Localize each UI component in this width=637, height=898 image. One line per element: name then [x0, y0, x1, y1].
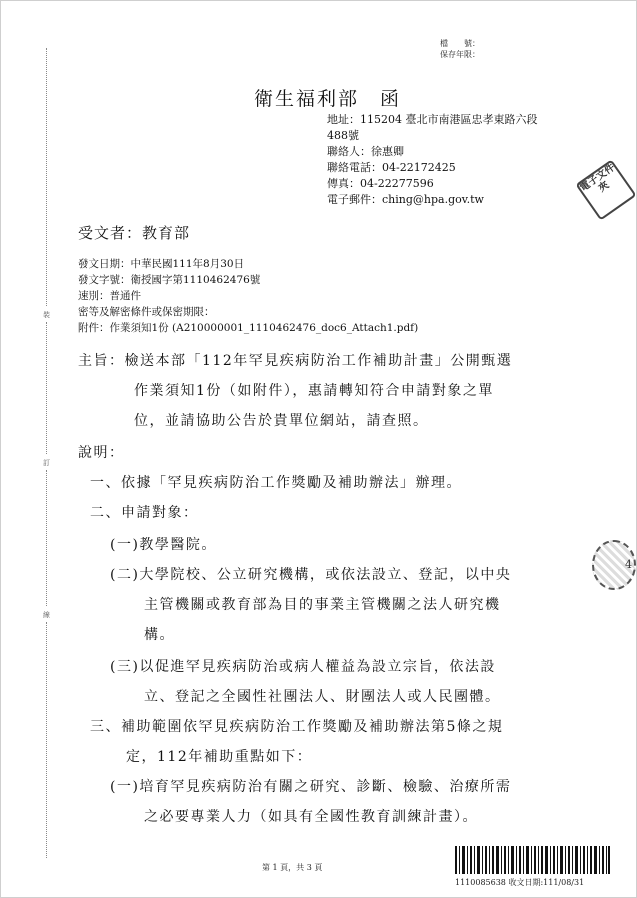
item-2-2-line2: 主管機關或教育部為目的事業主管機關之法人研究機 [144, 597, 501, 613]
explanation-label: 說明： [78, 445, 125, 461]
item-2-2-line3: 構。 [144, 627, 175, 643]
item-2-3-line2: 立、登記之全國性社團法人、財團法人或人民團體。 [144, 689, 501, 705]
sender-contact: 聯絡人：徐惠卿 [327, 145, 404, 158]
issue-number: 發文字號：衛授國字第1110462476號 [78, 274, 261, 286]
item-2-2-line1: (二)大學院校、公立研究機構，或依法設立、登記，以中央 [110, 567, 512, 583]
item-3-1-line2: 之必要專業人力（如具有全國性教育訓練計畫）。 [144, 809, 478, 825]
delivery-speed: 速別：普通件 [78, 290, 141, 302]
sender-email: 電子郵件：ching@hpa.gov.tw [327, 193, 484, 206]
secrecy-level: 密等及解密條件或保密期限： [78, 306, 215, 318]
sender-fax: 傳真：04-22277596 [327, 177, 434, 190]
item-1: 一、依據「罕見疾病防治工作獎勵及補助辦法」辦理。 [90, 475, 462, 491]
binding-dotted-line [46, 622, 47, 858]
binding-mark: 裝 [43, 311, 50, 319]
item-2-1: (一)教學醫院。 [110, 537, 217, 553]
recipient: 受文者：教育部 [78, 224, 191, 242]
sender-address-line1: 地址：115204 臺北市南港區忠孝東路六段 [327, 113, 538, 126]
item-3-1-line1: (一)培育罕見疾病防治有關之研究、診斷、檢驗、治療所需 [110, 779, 512, 795]
subject-line1: 主旨：檢送本部「112年罕見疾病防治工作補助計畫」公開甄選 [78, 353, 513, 369]
binding-dotted-line [46, 48, 47, 306]
page-number: 第 1 頁，共 3 頁 [262, 863, 323, 872]
item-3-line1: 三、補助範圍依罕見疾病防治工作獎勵及補助辦法第5條之規 [90, 719, 504, 735]
archive-number-label: 檔 號： [440, 39, 480, 48]
subject-line2: 作業須知1份（如附件），惠請轉知符合申請對象之單 [134, 383, 494, 399]
issue-date: 發文日期：中華民國111年8月30日 [78, 258, 245, 270]
sender-address-line2: 488號 [327, 129, 359, 142]
binding-dotted-line [46, 322, 47, 454]
barcode [455, 846, 610, 874]
item-2: 二、申請對象： [90, 505, 199, 521]
item-3-line2: 定，112年補助重點如下： [126, 749, 313, 765]
binding-dotted-line [46, 470, 47, 606]
attachment-link[interactable]: 附件：作業須知1份 (A210000001_1110462476_doc6_Attach1.pdf) [78, 322, 419, 334]
receipt-info: 1110085638 收文日期:111/08/31 [455, 878, 585, 887]
sender-phone: 聯絡電話：04-22172425 [327, 161, 456, 174]
item-2-3-line1: (三)以促進罕見疾病防治或病人權益為設立宗旨，依法設 [110, 659, 496, 675]
paging-seal [592, 540, 636, 590]
staple-mark: 訂 [43, 459, 50, 467]
line-mark: 線 [43, 611, 50, 619]
document-title: 衛生福利部 函 [254, 88, 402, 110]
electronic-document-stamp: 電子文件夾 [575, 159, 636, 220]
retention-label: 保存年限： [440, 50, 480, 59]
subject-line3: 位，並請協助公告於貴單位網站，請查照。 [134, 413, 429, 429]
seal-mark: 4 [625, 558, 632, 571]
